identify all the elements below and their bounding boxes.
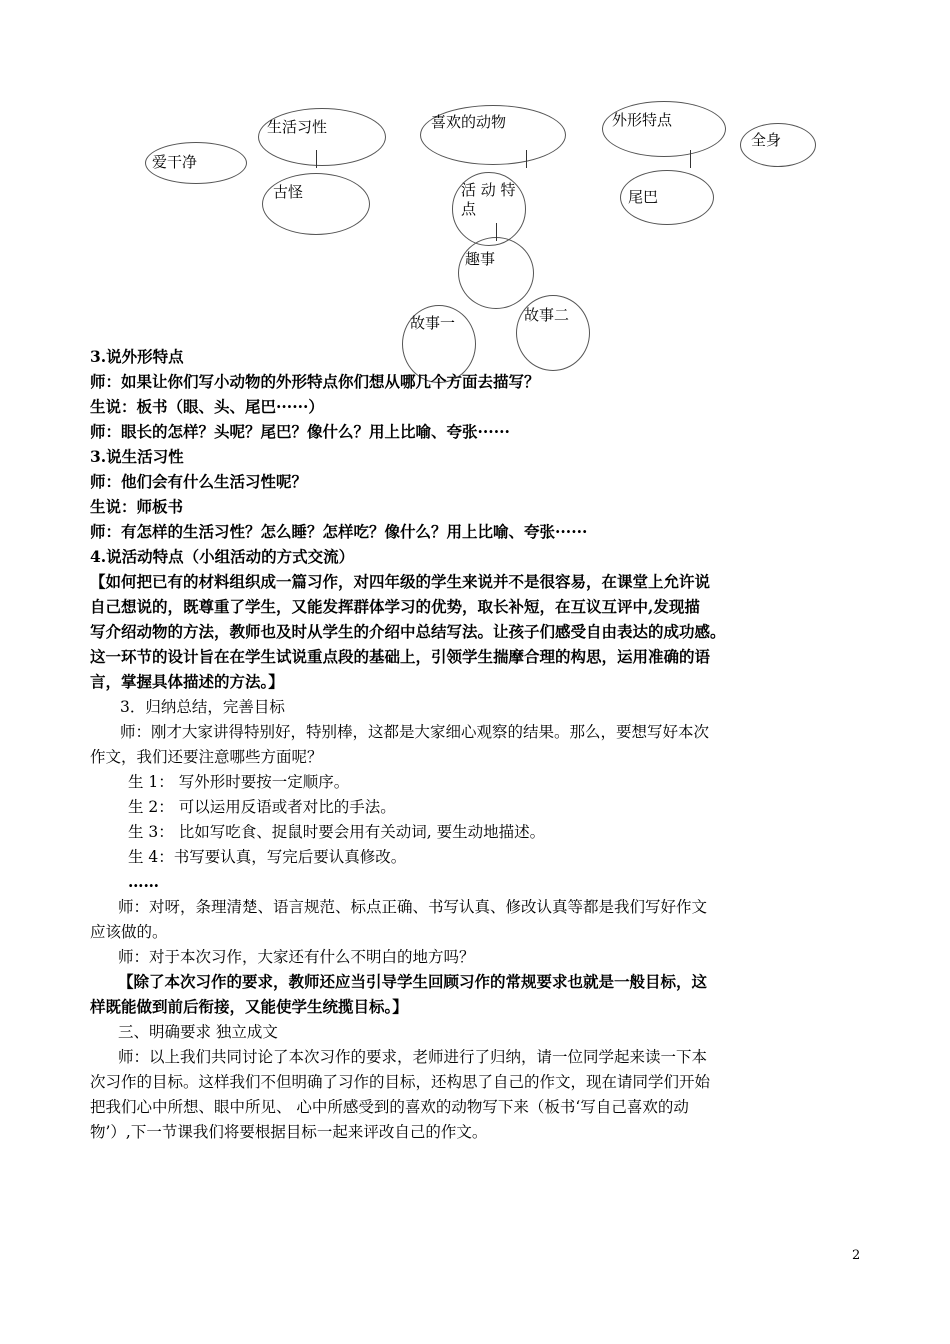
text-line: 次习作的目标。这样我们不但明确了习作的目标，还构思了自己的作文，现在请同学们开始 [90,1073,711,1091]
text-line: 把我们心中所想、眼中所见、 心中所感受到的喜欢的动物写下来（板书‘写自己喜欢的动 [90,1098,689,1116]
ellipsis: …… [128,872,159,891]
connector-line [316,150,317,168]
commentary-line: 【除了本次习作的要求，教师还应当引导学生回顾习作的常规要求也就是一般目标，这 [118,972,708,991]
text-line: 生 3： 比如写吃食、捉鼠时要会用有关动词, 要生动地描述。 [128,823,546,841]
text-line: 师：眼长的怎样？头呢？尾巴？像什么？用上比喻、夸张······ [90,422,510,441]
commentary-line: 这一环节的设计旨在在学生试说重点段的基础上，引领学生揣摩合理的构思，运用准确的语 [90,647,711,666]
commentary-line: 自己想说的，既尊重了学生，又能发挥群体学习的优势，取长补短，在互议互评中,发现描 [90,597,700,616]
text-line: 师：有怎样的生活习性？怎么睡？怎样吃？像什么？用上比喻、夸张······ [90,522,588,541]
node-label: 生活习性 [267,118,328,136]
node-label: 爱干净 [152,153,198,171]
node-label: 点 [461,200,477,218]
node-label: 趣事 [465,250,496,268]
text-line: 生 2： 可以运用反语或者对比的手法。 [128,798,396,816]
connector-line [526,150,527,168]
mind-map [0,95,950,385]
text-line: 生说：板书（眼、头、尾巴······） [90,397,324,416]
text-line: 师：以上我们共同讨论了本次习作的要求，老师进行了归纳，请一位同学起来读一下本 [118,1048,708,1066]
text-line: 师：刚才大家讲得特别好，特别棒，这都是大家细心观察的结果。那么，要想写好本次 [120,723,710,741]
node-label: 喜欢的动物 [431,113,507,131]
text-line: 应该做的。 [90,923,168,941]
commentary-line: 写介绍动物的方法，教师也及时从学生的介绍中总结写法。让孩子们感受自由表达的成功感。 [90,622,726,641]
section-heading: 3.说外形特点 [90,347,184,366]
section-heading: 三、明确要求 独立成文 [118,1023,278,1041]
node-label: 外形特点 [612,111,673,129]
text-line: 师：他们会有什么生活习性呢？ [90,472,308,491]
section-heading: 3．归纳总结，完善目标 [120,698,285,716]
page-number: 2 [852,1248,861,1263]
commentary-line: 【如何把已有的材料组织成一篇习作，对四年级的学生来说并不是很容易，在课堂上允许说 [90,572,711,591]
commentary-line: 言，掌握具体描述的方法。】 [90,672,284,691]
text-line: 师：对呀，条理清楚、语言规范、标点正确、书写认真、修改认真等都是我们写好作文 [118,898,708,916]
section-heading: 4.说活动特点（小组活动的方式交流） [90,547,355,566]
connector-line [690,150,691,168]
node-waixing-tedian [602,101,726,157]
node-shenghuo-xixing [258,108,386,166]
node-label: 故事二 [524,306,570,324]
text-line: 生 1： 写外形时要按一定顺序。 [128,773,350,791]
text-line: 师：对于本次习作，大家还有什么不明白的地方吗？ [118,948,475,966]
node-label: 活 动 特 [461,181,516,199]
connector-line [496,223,497,241]
node-label: 古怪 [273,183,304,201]
node-qushi [458,237,534,309]
section-heading: 3.说生活习性 [90,447,184,466]
node-label: 尾巴 [628,188,659,206]
text-line: 生说：师板书 [90,497,184,516]
node-label: 故事一 [410,314,456,332]
node-label: 全身 [751,131,782,149]
text-line: 物’）,下一节课我们将要根据目标一起来评改自己的作文。 [90,1123,488,1141]
text-line: 生 4：书写要认真，写完后要认真修改。 [128,848,407,866]
commentary-line: 样既能做到前后衔接，又能使学生统揽目标。】 [90,997,408,1016]
text-line: 师：如果让你们写小动物的外形特点你们想从哪几个方面去描写？ [90,372,540,391]
text-line: 作文，我们还要注意哪些方面呢？ [90,748,323,766]
